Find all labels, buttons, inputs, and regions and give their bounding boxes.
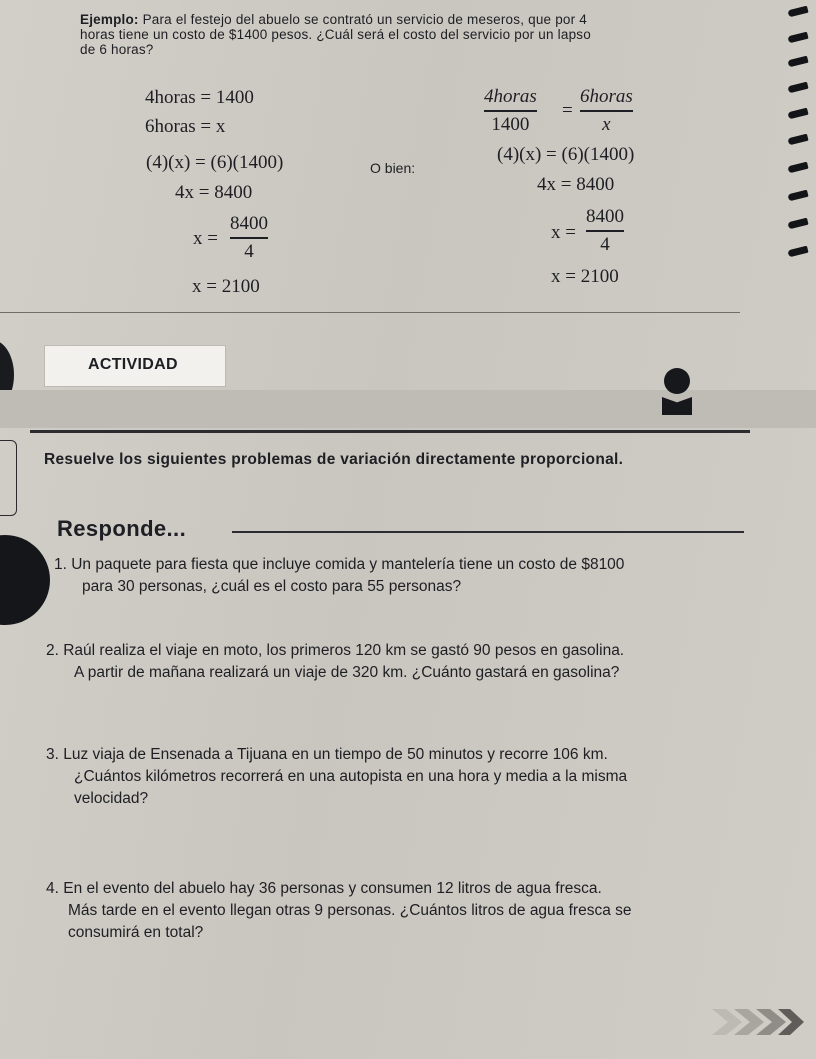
chevron-arrows-icon — [712, 1005, 806, 1039]
person-icon — [664, 368, 690, 394]
right-eq-3: (4)(x) = (6)(1400) — [497, 144, 635, 165]
spiral-ring — [787, 162, 808, 174]
left-fraction-numerator: 8400 — [230, 213, 268, 234]
fraction-bar — [586, 230, 624, 232]
spiral-ring — [787, 6, 808, 18]
problem-3-line-2: ¿Cuántos kilómetros recorrerá en una autopista en una hora y media a la misma — [74, 768, 628, 785]
problem-2-line-1: 2. Raúl realiza el viaje en moto, los primeros 120 km se gastó 90 pesos en gasolina. — [46, 642, 625, 659]
right-fraction-2-denominator: x — [602, 113, 611, 135]
problem-2-line-2: A partir de mañana realizará un viaje de 320 km. ¿Cuánto gastará en gasolina? — [74, 664, 620, 681]
problem-4-line-2: Más tarde en el evento llegan otras 9 personas. ¿Cuántos litros de agua fresca se — [68, 902, 632, 919]
problem-3-line-1: 3. Luz viaja de Ensenada a Tijuana en un tiempo de 50 minutos y recorre 106 km. — [46, 746, 608, 763]
responde-heading: Responde... — [57, 516, 187, 541]
spiral-ring — [787, 82, 808, 94]
spiral-ring — [787, 108, 808, 120]
left-eq-6: x = 2100 — [192, 276, 260, 297]
left-eq-3: (4)(x) = (6)(1400) — [146, 152, 284, 173]
left-eq-1: 4horas = 1400 — [145, 87, 254, 108]
activity-rule — [30, 430, 750, 433]
problem-4 — [46, 878, 632, 944]
right-fraction-3-denominator: 4 — [600, 233, 610, 255]
intro-line-3: de 6 horas? — [80, 42, 154, 57]
fraction-bar — [484, 110, 537, 112]
right-fraction-3 — [586, 206, 624, 256]
problem-4-line-1: 4. En el evento del abuelo hay 36 personas y consumen 12 litros de agua fresca. — [46, 880, 602, 897]
problem-1-line-1: 1. Un paquete para fiesta que incluye comida y mantelería tiene un costo de $8100 — [54, 556, 625, 573]
intro-line-1: Ejemplo: Para el festejo del abuelo se contrató un servicio de meseros, que por 4 — [80, 12, 587, 27]
activity-title: ACTIVIDAD — [88, 356, 178, 373]
intro-paragraph — [80, 12, 740, 57]
problem-4-line-3: consumirá en total? — [68, 924, 204, 941]
left-fraction — [230, 213, 268, 263]
right-fraction-1-numerator: 4horas — [484, 86, 537, 107]
right-fraction-3-numerator: 8400 — [586, 206, 624, 227]
left-eq-5-lhs: x = — [193, 228, 218, 249]
spiral-ring — [787, 246, 808, 258]
spiral-ring — [787, 134, 808, 146]
problem-1-line-2: para 30 personas, ¿cuál es el costo para 55 personas? — [82, 578, 462, 595]
right-eq-5-lhs: x = — [551, 222, 576, 243]
problem-3-line-3: velocidad? — [74, 790, 149, 807]
right-fraction-2 — [580, 86, 633, 136]
or-label: O bien: — [370, 160, 416, 176]
problem-3 — [46, 744, 627, 810]
responde-underline — [232, 531, 744, 533]
example-label: Ejemplo: — [80, 12, 139, 27]
spiral-ring — [787, 190, 808, 202]
intro-line-2: horas tiene un costo de $1400 pesos. ¿Cuál será el costo del servicio por un lapso — [80, 27, 591, 42]
spiral-ring — [787, 32, 808, 44]
activity-instruction: Resuelve los siguientes problemas de variación directamente proporcional. — [44, 451, 624, 468]
left-fraction-denominator: 4 — [244, 240, 254, 262]
activity-banner-shade — [0, 390, 816, 428]
spiral-ring — [787, 56, 808, 68]
spiral-ring — [787, 218, 808, 230]
left-edge-circle — [0, 535, 50, 625]
fraction-bar — [230, 237, 268, 239]
left-eq-4: 4x = 8400 — [175, 182, 253, 203]
right-equals-sign: = — [562, 100, 573, 121]
fraction-bar — [580, 110, 633, 112]
right-fraction-1 — [484, 86, 537, 136]
problem-2 — [46, 640, 624, 684]
left-edge-bracket — [0, 440, 17, 516]
example-separator-line — [0, 312, 740, 313]
left-eq-2: 6horas = x — [145, 116, 226, 137]
right-eq-4: 4x = 8400 — [537, 174, 615, 195]
right-fraction-1-denominator: 1400 — [491, 113, 530, 135]
right-fraction-2-numerator: 6horas — [580, 86, 633, 107]
right-eq-6: x = 2100 — [551, 266, 619, 287]
problem-1 — [54, 554, 624, 598]
